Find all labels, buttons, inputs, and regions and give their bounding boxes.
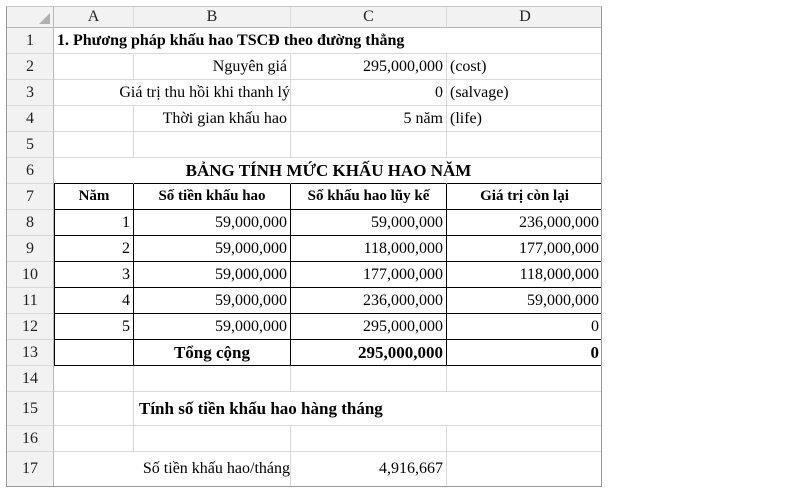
row-header[interactable]: 8	[7, 210, 54, 236]
cell-year[interactable]: 3	[54, 262, 134, 288]
cell-a16[interactable]	[54, 426, 134, 452]
row-header[interactable]: 1	[7, 28, 54, 54]
monthly-label: Số tiền khấu hao/tháng	[142, 460, 290, 477]
cell-accumulated[interactable]: 236,000,000	[291, 288, 447, 314]
table-header-row	[7, 184, 602, 210]
sheet-row	[7, 452, 602, 487]
total-accumulated[interactable]: 295,000,000	[291, 340, 447, 366]
sheet-row	[7, 132, 602, 158]
sheet-row	[7, 158, 602, 184]
cell-remaining[interactable]: 59,000,000	[447, 288, 602, 314]
cell-b5[interactable]	[134, 132, 291, 158]
table-row	[7, 262, 602, 288]
row-header[interactable]: 4	[7, 106, 54, 132]
spreadsheet-grid	[6, 6, 602, 487]
cell-year[interactable]: 1	[54, 210, 134, 236]
monthly-depreciation-value[interactable]: 4,916,667	[291, 452, 447, 487]
column-header-a[interactable]: A	[54, 7, 134, 28]
cell-year[interactable]: 4	[54, 288, 134, 314]
cell-a17[interactable]	[54, 452, 134, 487]
row-header[interactable]: 16	[7, 426, 54, 452]
table-row	[7, 314, 602, 340]
sheet-row	[7, 54, 602, 80]
cell-c3[interactable]: 0	[291, 80, 447, 106]
cell-accumulated[interactable]: 118,000,000	[291, 236, 447, 262]
cell-a15[interactable]	[54, 392, 134, 426]
row-header[interactable]: 7	[7, 184, 54, 210]
cell-d5[interactable]	[447, 132, 602, 158]
cell-b16[interactable]	[134, 426, 291, 452]
sheet-row	[7, 80, 602, 106]
column-header-b[interactable]: B	[134, 7, 291, 28]
cell-year[interactable]: 5	[54, 314, 134, 340]
header-so-tien-khau-hao[interactable]: Số tiền khấu hao	[134, 184, 291, 210]
row-header[interactable]: 9	[7, 236, 54, 262]
cell-d17[interactable]	[447, 452, 602, 487]
table-row	[7, 210, 602, 236]
row-header[interactable]: 14	[7, 366, 54, 392]
section-heading: 1. Phương pháp khấu hao TSCĐ theo đường thẳng	[57, 32, 405, 49]
row-header[interactable]: 2	[7, 54, 54, 80]
cell-remaining[interactable]: 118,000,000	[447, 262, 602, 288]
cell-depreciation[interactable]: 59,000,000	[134, 314, 291, 340]
sheet-row	[7, 106, 602, 132]
cell-a4[interactable]	[54, 106, 134, 132]
cell-c5[interactable]	[291, 132, 447, 158]
select-all-icon	[39, 13, 50, 24]
cell-depreciation[interactable]: 59,000,000	[134, 210, 291, 236]
cell-remaining[interactable]: 0	[447, 314, 602, 340]
header-so-khau-hao-luy-ke[interactable]: Số khấu hao lũy kế	[291, 184, 447, 210]
select-all-corner[interactable]	[7, 7, 54, 28]
header-nam[interactable]: Năm	[54, 184, 134, 210]
cell-d14[interactable]	[447, 366, 602, 392]
sheet-row	[7, 392, 602, 426]
cell-remaining[interactable]: 236,000,000	[447, 210, 602, 236]
row-header[interactable]: 3	[7, 80, 54, 106]
cell-accumulated[interactable]: 59,000,000	[291, 210, 447, 236]
cell-depreciation[interactable]: 59,000,000	[134, 262, 291, 288]
sheet-row	[7, 426, 602, 452]
cell-accumulated[interactable]: 177,000,000	[291, 262, 447, 288]
total-label[interactable]: Tổng cộng	[134, 340, 291, 366]
total-row	[7, 340, 602, 366]
column-header-d[interactable]: D	[447, 7, 602, 28]
cell-a5[interactable]	[54, 132, 134, 158]
cell-a14[interactable]	[54, 366, 134, 392]
column-header-c[interactable]: C	[291, 7, 447, 28]
salvage-label: Giá trị thu hồi khi thanh lý	[119, 84, 290, 101]
sheet-row	[7, 28, 602, 54]
cell-d1[interactable]	[447, 28, 602, 54]
cell-a13[interactable]	[54, 340, 134, 366]
cell-c14[interactable]	[291, 366, 447, 392]
row-header[interactable]: 13	[7, 340, 54, 366]
cell-b2[interactable]: Nguyên giá	[134, 54, 291, 80]
cell-year[interactable]: 2	[54, 236, 134, 262]
row-header[interactable]: 10	[7, 262, 54, 288]
cell-d15[interactable]	[447, 392, 602, 426]
row-header[interactable]: 6	[7, 158, 54, 184]
cell-remaining[interactable]: 177,000,000	[447, 236, 602, 262]
total-remaining[interactable]: 0	[447, 340, 602, 366]
cell-d3[interactable]: (salvage)	[447, 80, 602, 106]
row-header[interactable]: 5	[7, 132, 54, 158]
column-header-row	[7, 7, 602, 28]
cell-c2[interactable]: 295,000,000	[291, 54, 447, 80]
cell-accumulated[interactable]: 295,000,000	[291, 314, 447, 340]
cell-d16[interactable]	[447, 426, 602, 452]
cell-depreciation[interactable]: 59,000,000	[134, 288, 291, 314]
cell-c16[interactable]	[291, 426, 447, 452]
row-header[interactable]: 17	[7, 452, 54, 487]
table-row	[7, 236, 602, 262]
cell-d4[interactable]: (life)	[447, 106, 602, 132]
cell-a2[interactable]	[54, 54, 134, 80]
row-header[interactable]: 12	[7, 314, 54, 340]
cell-c4[interactable]: 5 năm	[291, 106, 447, 132]
cell-d2[interactable]: (cost)	[447, 54, 602, 80]
table-row	[7, 288, 602, 314]
row-header[interactable]: 15	[7, 392, 54, 426]
cell-depreciation[interactable]: 59,000,000	[134, 236, 291, 262]
header-gia-tri-con-lai[interactable]: Giá trị còn lại	[447, 184, 602, 210]
table-title: BẢNG TÍNH MỨC KHẤU HAO NĂM	[185, 161, 472, 180]
sheet-row	[7, 366, 602, 392]
cell-b4[interactable]: Thời gian khấu hao	[134, 106, 291, 132]
row-header[interactable]: 11	[7, 288, 54, 314]
cell-b14[interactable]	[134, 366, 291, 392]
monthly-heading: Tính số tiền khấu hao hàng tháng	[139, 399, 383, 418]
